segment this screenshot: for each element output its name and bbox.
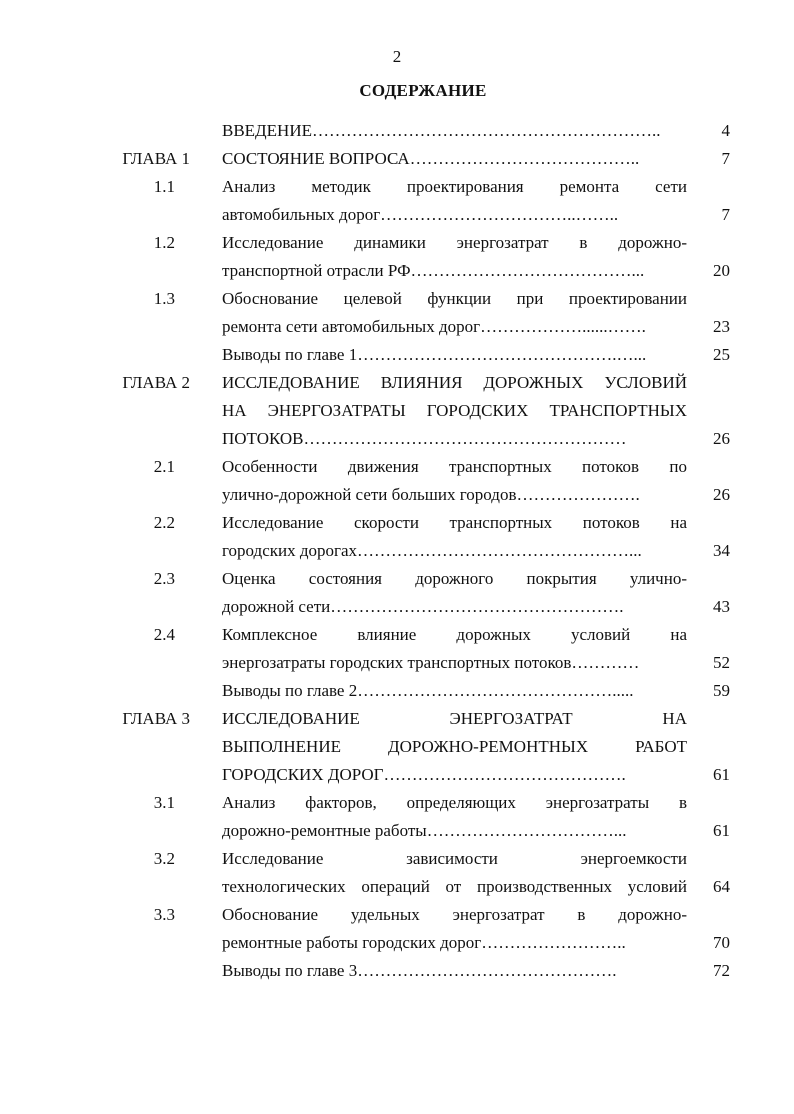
section-number: 1.2 <box>153 233 175 252</box>
toc-row <box>0 873 794 901</box>
toc-row <box>0 901 794 929</box>
toc-row <box>0 229 794 257</box>
toc-entry-text: Выводы по главе 3………………………………………. <box>222 961 617 980</box>
toc-row <box>0 817 794 845</box>
section-number: 3.2 <box>153 849 175 868</box>
page-number: 2 <box>392 47 402 66</box>
toc-entry-text: Анализ факторов, определяющих энергозатраты в <box>222 793 687 812</box>
toc-row <box>0 649 794 677</box>
toc-row <box>0 565 794 593</box>
toc-row <box>0 257 794 285</box>
toc-row <box>0 733 794 761</box>
toc-row <box>0 509 794 537</box>
toc-row <box>0 285 794 313</box>
toc-entry-text: ИССЛЕДОВАНИЕ ЭНЕРГОЗАТРАТ НА <box>222 709 687 728</box>
section-number: 2.4 <box>153 625 175 644</box>
toc-row <box>0 621 794 649</box>
toc-row <box>0 705 794 733</box>
toc-entry-text: ВВЕДЕНИЕ…………………………………………………….. <box>222 121 661 140</box>
toc-row <box>0 313 794 341</box>
page-ref: 43 <box>713 597 730 616</box>
toc-entry-text: ремонта сети автомобильных дорог………………......……. <box>222 317 646 336</box>
page-ref: 34 <box>713 541 730 560</box>
toc-entry-text: Комплексное влияние дорожных условий на <box>222 625 687 644</box>
toc-row <box>0 145 794 173</box>
toc-row <box>0 761 794 789</box>
toc-row <box>0 789 794 817</box>
toc-entry-text: ИССЛЕДОВАНИЕ ВЛИЯНИЯ ДОРОЖНЫХ УСЛОВИЙ <box>222 373 687 392</box>
page-ref: 4 <box>721 121 730 140</box>
toc-row <box>0 957 794 985</box>
page-ref: 61 <box>713 821 730 840</box>
section-number: 3.1 <box>153 793 175 812</box>
toc-entry-text: ВЫПОЛНЕНИЕ ДОРОЖНО-РЕМОНТНЫХ РАБОТ <box>222 737 687 756</box>
toc-entry-text: Выводы по главе 2………………………………………..... <box>222 681 634 700</box>
page-ref: 26 <box>713 429 730 448</box>
toc-entry-text: автомобильных дорог……………………………..…….. <box>222 205 619 224</box>
toc-entry-text: Оценка состояния дорожного покрытия улично- <box>222 569 687 588</box>
page-ref: 7 <box>721 205 730 224</box>
toc-row <box>0 677 794 705</box>
toc-entry-text: Исследование динамики энергозатрат в дорожно- <box>222 233 687 252</box>
toc-entry-text: ремонтные работы городских дорог…………………….. <box>222 933 626 952</box>
page-ref: 25 <box>713 345 730 364</box>
page-ref: 23 <box>713 317 730 336</box>
page-ref: 70 <box>713 933 730 952</box>
toc-entry-text: улично-дорожной сети больших городов…………………. <box>222 485 640 504</box>
chapter-label: ГЛАВА 3 <box>122 709 190 728</box>
toc-entry-text: ПОТОКОВ………………………………………………… <box>222 429 627 448</box>
section-number: 2.1 <box>153 457 175 476</box>
page-ref: 64 <box>713 877 730 896</box>
toc-row <box>0 397 794 425</box>
toc-entry-text: Выводы по главе 1……………………………………….…... <box>222 345 647 364</box>
page-ref: 52 <box>713 653 730 672</box>
toc-row <box>0 369 794 397</box>
toc-entry-text: энергозатраты городских транспортных потоков………… <box>222 653 640 672</box>
toc-entry-text: технологических операций от производственных условий <box>222 877 687 896</box>
chapter-label: ГЛАВА 2 <box>122 373 190 392</box>
page-ref: 72 <box>713 961 730 980</box>
section-number: 2.3 <box>153 569 175 588</box>
toc-entry-text: ГОРОДСКИХ ДОРОГ……………………………………. <box>222 765 626 784</box>
toc-entry-text: СОСТОЯНИЕ ВОПРОСА………………………………….. <box>222 149 640 168</box>
toc-row <box>0 845 794 873</box>
toc-row <box>0 453 794 481</box>
toc-entry-text: Исследование скорости транспортных потоков на <box>222 513 687 532</box>
toc-entry-text: Обоснование целевой функции при проектировании <box>222 289 687 308</box>
page-ref: 7 <box>721 149 730 168</box>
toc-entry-text: дорожной сети……………………………………………. <box>222 597 624 616</box>
toc-row <box>0 201 794 229</box>
chapter-label: ГЛАВА 1 <box>122 149 190 168</box>
toc-row <box>0 117 794 145</box>
toc-row <box>0 481 794 509</box>
toc-row <box>0 341 794 369</box>
section-number: 1.1 <box>153 177 175 196</box>
page-ref: 26 <box>713 485 730 504</box>
toc-entry-text: дорожно-ремонтные работы……………………………... <box>222 821 627 840</box>
toc-entry-text: Исследование зависимости энергоемкости <box>222 849 687 868</box>
section-number: 2.2 <box>153 513 175 532</box>
toc-entry-text: транспортной отрасли РФ…………………………………... <box>222 261 645 280</box>
toc-entry-text: Обоснование удельных энергозатрат в дорожно- <box>222 905 687 924</box>
page-ref: 20 <box>713 261 730 280</box>
page-title: СОДЕРЖАНИЕ <box>359 81 487 100</box>
toc-row <box>0 929 794 957</box>
section-number: 1.3 <box>153 289 175 308</box>
toc-row <box>0 425 794 453</box>
toc-row <box>0 537 794 565</box>
toc-row <box>0 173 794 201</box>
section-number: 3.3 <box>153 905 175 924</box>
page-ref: 59 <box>713 681 730 700</box>
toc-entry-text: Анализ методик проектирования ремонта сети <box>222 177 687 196</box>
toc-entry-text: городских дорогах…………………………………………... <box>222 541 642 560</box>
toc-entry-text: Особенности движения транспортных потоков по <box>222 457 687 476</box>
page-ref: 61 <box>713 765 730 784</box>
toc-entry-text: НА ЭНЕРГОЗАТРАТЫ ГОРОДСКИХ ТРАНСПОРТНЫХ <box>222 401 687 420</box>
toc-row <box>0 593 794 621</box>
